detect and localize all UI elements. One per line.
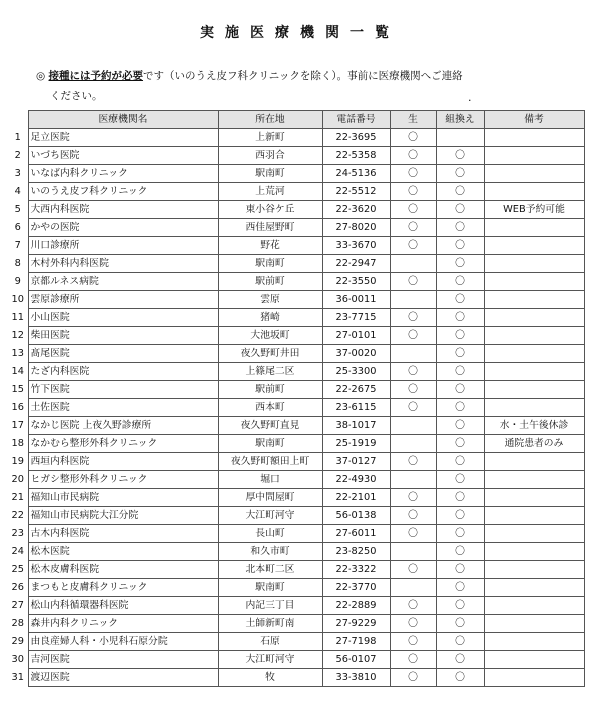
header-address: 所在地 [218,111,322,129]
row-number: 17 [11,420,24,431]
facility-address: 西佳屋野町 [218,219,322,237]
facility-address: 駅南町 [218,165,322,183]
recombinant-vaccine-mark: 〇 [436,399,484,417]
facility-notes [484,615,584,633]
facility-name: 渡辺医院 [28,669,218,687]
row-number: 22 [11,510,24,521]
row-number: 26 [11,582,24,593]
facility-notes [484,165,584,183]
recombinant-vaccine-mark: 〇 [436,525,484,543]
recombinant-vaccine-mark: 〇 [436,651,484,669]
table-row [8,651,584,669]
facility-phone: 56-0138 [322,507,390,525]
recombinant-vaccine-mark: 〇 [436,273,484,291]
table-row [8,507,584,525]
facility-address: 堀口 [218,471,322,489]
recombinant-vaccine-mark: 〇 [436,453,484,471]
facility-notes [484,399,584,417]
facility-address: 大江町河守 [218,651,322,669]
facility-address: 夜久野町直見 [218,417,322,435]
recombinant-vaccine-mark: 〇 [436,615,484,633]
table-row [8,327,584,345]
facility-phone: 27-0101 [322,327,390,345]
born-vaccine-mark: 〇 [390,327,436,345]
row-number: 11 [11,312,24,323]
born-vaccine-mark: 〇 [390,633,436,651]
header-born: 生 [390,111,436,129]
table-row [8,615,584,633]
facility-address: 上荒河 [218,183,322,201]
facility-phone: 25-3300 [322,363,390,381]
row-number: 25 [11,564,24,575]
row-number: 18 [11,438,24,449]
facility-name: まつもと皮膚科クリニック [28,579,218,597]
facility-address: 西本町 [218,399,322,417]
row-number: 10 [11,294,24,305]
born-vaccine-mark [390,255,436,273]
facility-name: 髙尾医院 [28,345,218,363]
header-notes: 備考 [484,111,584,129]
facility-name: かやの医院 [28,219,218,237]
recombinant-vaccine-mark: 〇 [436,417,484,435]
facility-notes: 通院患者のみ [484,435,584,453]
row-number: 19 [11,456,24,467]
row-number: 12 [11,330,24,341]
recombinant-vaccine-mark: 〇 [436,579,484,597]
row-number: 3 [14,168,21,179]
recombinant-vaccine-mark: 〇 [436,327,484,345]
note-mark: ◎ [36,70,46,82]
row-number: 30 [11,654,24,665]
recombinant-vaccine-mark: 〇 [436,255,484,273]
facility-address: 西羽合 [218,147,322,165]
born-vaccine-mark: 〇 [390,615,436,633]
born-vaccine-mark: 〇 [390,561,436,579]
facility-name: 竹下医院 [28,381,218,399]
table-row [8,363,584,381]
facility-phone: 23-7715 [322,309,390,327]
facility-address: 石原 [218,633,322,651]
facility-address: 長山町 [218,525,322,543]
facility-notes [484,291,584,309]
facility-notes [484,237,584,255]
row-number: 20 [11,474,24,485]
facility-notes [484,147,584,165]
facility-phone: 27-7198 [322,633,390,651]
born-vaccine-mark [390,435,436,453]
facility-name: 松木医院 [28,543,218,561]
facility-notes [484,489,584,507]
table-row [8,579,584,597]
facility-phone: 23-8250 [322,543,390,561]
facility-notes [484,273,584,291]
header-recomb: 組換え [436,111,484,129]
recombinant-vaccine-mark: 〇 [436,597,484,615]
recombinant-vaccine-mark: 〇 [436,219,484,237]
recombinant-vaccine-mark: 〇 [436,165,484,183]
facility-address: 土師新町南 [218,615,322,633]
born-vaccine-mark: 〇 [390,651,436,669]
facility-address: 和久市町 [218,543,322,561]
row-number: 16 [11,402,24,413]
facility-phone: 37-0020 [322,345,390,363]
table-row [8,129,584,147]
facility-address: 上新町 [218,129,322,147]
table-row [8,561,584,579]
born-vaccine-mark: 〇 [390,219,436,237]
born-vaccine-mark: 〇 [390,309,436,327]
facility-address: 駅前町 [218,273,322,291]
recombinant-vaccine-mark: 〇 [436,669,484,687]
facility-address: 大池坂町 [218,327,322,345]
recombinant-vaccine-mark: 〇 [436,489,484,507]
facility-address: 牧 [218,669,322,687]
born-vaccine-mark [390,579,436,597]
recombinant-vaccine-mark: 〇 [436,435,484,453]
facility-notes [484,345,584,363]
facility-notes [484,471,584,489]
header-name: 医療機関名 [28,111,218,129]
facility-name: 松山内科循環器科医院 [28,597,218,615]
facility-phone: 27-6011 [322,525,390,543]
facility-name: 福知山市民病院 [28,489,218,507]
facility-name: いのうえ皮フ科クリニック [28,183,218,201]
facility-phone: 24-5136 [322,165,390,183]
row-number: 2 [14,150,21,161]
table-row [8,291,584,309]
facility-notes [484,561,584,579]
facility-table [8,110,585,687]
page-title: 実施医療機関一覧 [200,25,400,41]
facility-notes [484,579,584,597]
row-number: 9 [14,276,21,287]
facility-notes [484,363,584,381]
facility-phone: 27-8020 [322,219,390,237]
facility-notes: WEB予約可能 [484,201,584,219]
facility-name: 吉河医院 [28,651,218,669]
table-row [8,381,584,399]
born-vaccine-mark: 〇 [390,381,436,399]
facility-name: 福知山市民病院大江分院 [28,507,218,525]
facility-name: なかむら整形外科クリニック [28,435,218,453]
facility-name: 足立医院 [28,129,218,147]
facility-address: 東小谷ケ丘 [218,201,322,219]
row-number: 8 [14,258,21,269]
table-row [8,633,584,651]
facility-name: いづち医院 [28,147,218,165]
facility-address: 駅前町 [218,381,322,399]
row-number: 1 [14,132,21,143]
facility-phone: 27-9229 [322,615,390,633]
facility-name: 土佐医院 [28,399,218,417]
facility-phone: 23-6115 [322,399,390,417]
table-row [8,273,584,291]
table-row [8,453,584,471]
recombinant-vaccine-mark: 〇 [436,183,484,201]
facility-name: 柴田医院 [28,327,218,345]
recombinant-vaccine-mark: 〇 [436,237,484,255]
row-number: 27 [11,600,24,611]
facility-notes [484,525,584,543]
facility-notes [484,381,584,399]
facility-name: 森井内科クリニック [28,615,218,633]
facility-address: 猪崎 [218,309,322,327]
facility-phone: 22-2947 [322,255,390,273]
row-number: 15 [11,384,24,395]
recombinant-vaccine-mark: 〇 [436,561,484,579]
table-row [8,597,584,615]
born-vaccine-mark: 〇 [390,183,436,201]
recombinant-vaccine-mark: 〇 [436,201,484,219]
born-vaccine-mark: 〇 [390,237,436,255]
born-vaccine-mark [390,417,436,435]
facility-name: なかじ医院 上夜久野診療所 [28,417,218,435]
table-row [8,543,584,561]
recombinant-vaccine-mark: 〇 [436,381,484,399]
facility-name: 木村外科内科医院 [28,255,218,273]
facility-address: 厚中問屋町 [218,489,322,507]
facility-notes [484,129,584,147]
header-phone: 電話番号 [322,111,390,129]
facility-phone: 37-0127 [322,453,390,471]
facility-address: 駅南町 [218,255,322,273]
facility-notes [484,255,584,273]
table-row [8,237,584,255]
table-row [8,471,584,489]
facility-notes [484,507,584,525]
table-row [8,345,584,363]
facility-name: 雲原診療所 [28,291,218,309]
row-number: 29 [11,636,24,647]
born-vaccine-mark [390,543,436,561]
born-vaccine-mark: 〇 [390,597,436,615]
facility-phone: 33-3670 [322,237,390,255]
row-number: 31 [11,672,24,683]
facility-phone: 22-4930 [322,471,390,489]
facility-address: 駅南町 [218,579,322,597]
facility-name: 大西内科医院 [28,201,218,219]
facility-notes [484,651,584,669]
table-row [8,525,584,543]
facility-notes: 水・土午後休診 [484,417,584,435]
table-row [8,183,584,201]
born-vaccine-mark: 〇 [390,669,436,687]
table-row [8,489,584,507]
facility-phone: 22-2101 [322,489,390,507]
facility-phone: 33-3810 [322,669,390,687]
facility-name: 西垣内科医院 [28,453,218,471]
note-emphasis: 接種には予約が必要 [48,70,144,82]
born-vaccine-mark: 〇 [390,147,436,165]
born-vaccine-mark [390,471,436,489]
recombinant-vaccine-mark: 〇 [436,345,484,363]
table-row [8,417,584,435]
facility-name: 古木内科医院 [28,525,218,543]
row-number: 4 [14,186,21,197]
facility-name: 小山医院 [28,309,218,327]
table-header-row [8,111,584,129]
facility-phone: 22-3620 [322,201,390,219]
stray-dot: . [468,91,472,104]
row-number: 24 [11,546,24,557]
recombinant-vaccine-mark [436,129,484,147]
born-vaccine-mark: 〇 [390,507,436,525]
born-vaccine-mark: 〇 [390,129,436,147]
born-vaccine-mark: 〇 [390,165,436,183]
born-vaccine-mark: 〇 [390,201,436,219]
recombinant-vaccine-mark: 〇 [436,363,484,381]
table-row [8,201,584,219]
table-row [8,165,584,183]
header-number [8,111,28,129]
recombinant-vaccine-mark: 〇 [436,507,484,525]
row-number: 21 [11,492,24,503]
row-number: 28 [11,618,24,629]
reservation-note [36,66,566,106]
facility-phone: 25-1919 [322,435,390,453]
row-number: 6 [14,222,21,233]
facility-address: 夜久野町額田上町 [218,453,322,471]
born-vaccine-mark [390,345,436,363]
table-row [8,147,584,165]
table-row [8,255,584,273]
facility-address: 駅南町 [218,435,322,453]
facility-notes [484,327,584,345]
recombinant-vaccine-mark: 〇 [436,147,484,165]
facility-phone: 22-5358 [322,147,390,165]
facility-notes [484,453,584,471]
facility-phone: 22-3322 [322,561,390,579]
facility-phone: 22-2675 [322,381,390,399]
born-vaccine-mark: 〇 [390,453,436,471]
facility-phone: 22-3770 [322,579,390,597]
table-row [8,309,584,327]
row-number: 7 [14,240,21,251]
facility-phone: 22-3695 [322,129,390,147]
table-row [8,219,584,237]
facility-address: 上篠尾二区 [218,363,322,381]
facility-name: 松木皮膚科医院 [28,561,218,579]
born-vaccine-mark: 〇 [390,489,436,507]
born-vaccine-mark: 〇 [390,399,436,417]
table-row [8,435,584,453]
note-text: です（いのうえ皮フ科クリニックを除く）。事前に医療機関へご連絡 [143,70,463,82]
facility-notes [484,669,584,687]
born-vaccine-mark [390,291,436,309]
facility-phone: 22-5512 [322,183,390,201]
born-vaccine-mark: 〇 [390,363,436,381]
recombinant-vaccine-mark: 〇 [436,309,484,327]
table-row [8,399,584,417]
facility-address: 北本町二区 [218,561,322,579]
facility-notes [484,183,584,201]
recombinant-vaccine-mark: 〇 [436,471,484,489]
facility-phone: 22-2889 [322,597,390,615]
facility-name: 京都ルネス病院 [28,273,218,291]
recombinant-vaccine-mark: 〇 [436,543,484,561]
note-text-line2: ください。 [50,90,103,102]
facility-phone: 36-0011 [322,291,390,309]
facility-notes [484,543,584,561]
facility-name: 川口診療所 [28,237,218,255]
facility-phone: 56-0107 [322,651,390,669]
facility-phone: 22-3550 [322,273,390,291]
row-number: 5 [14,204,21,215]
facility-notes [484,633,584,651]
facility-name: ヒガシ整形外科クリニック [28,471,218,489]
facility-phone: 38-1017 [322,417,390,435]
facility-address: 大江町河守 [218,507,322,525]
born-vaccine-mark: 〇 [390,273,436,291]
facility-notes [484,309,584,327]
facility-name: 由良産婦人科・小児科石原分院 [28,633,218,651]
row-number: 23 [11,528,24,539]
facility-address: 内記三丁目 [218,597,322,615]
facility-name: たざ内科医院 [28,363,218,381]
table-row [8,669,584,687]
row-number: 13 [11,348,24,359]
recombinant-vaccine-mark: 〇 [436,291,484,309]
facility-notes [484,597,584,615]
born-vaccine-mark: 〇 [390,525,436,543]
facility-address: 雲原 [218,291,322,309]
facility-address: 野花 [218,237,322,255]
facility-notes [484,219,584,237]
recombinant-vaccine-mark: 〇 [436,633,484,651]
facility-name: いなば内科クリニック [28,165,218,183]
row-number: 14 [11,366,24,377]
facility-address: 夜久野町井田 [218,345,322,363]
